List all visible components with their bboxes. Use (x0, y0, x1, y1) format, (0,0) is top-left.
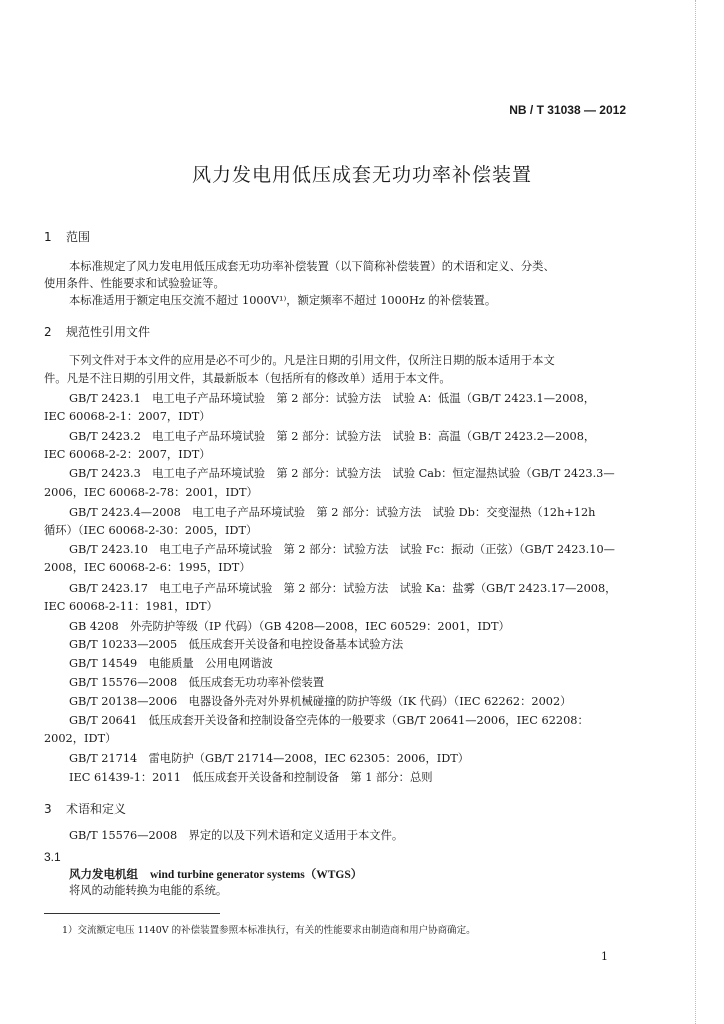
reference-line: GB/T 20138—2006 电器设备外壳对外界机械碰撞的防护等级（IK 代码）（IEC 62262：2002） (69, 695, 572, 708)
reference-line: IEC 61439-1：2011 低压成套开关设备和控制设备 第 1 部分：总则 (69, 771, 433, 784)
footnote-rule (44, 913, 220, 914)
paragraph-line: 件。凡是不注日期的引用文件，其最新版本（包括所有的修改单）适用于本文件。 (44, 372, 451, 385)
reference-line: IEC 60068-2-2：2007，IDT） (44, 448, 211, 461)
reference-line: 2006，IEC 60068-2-78：2001，IDT） (44, 486, 258, 499)
reference-line: GB/T 2423.3 电工电子产品环境试验 第 2 部分：试验方法 试验 Cab：恒定湿热试验（GB/T 2423.3— (69, 467, 615, 480)
reference-line: GB/T 2423.2 电工电子产品环境试验 第 2 部分：试验方法 试验 B：高温（GB/T 2423.2—2008， (69, 430, 596, 443)
section-1-heading (44, 228, 90, 245)
document-title: 风力发电用低压成套无功功率补偿装置 (191, 164, 532, 186)
section-number: 2 (44, 325, 52, 339)
paragraph-line: 本标准适用于额定电压交流不超过 1000V¹⁾，额定频率不超过 1000Hz 的补偿装置。 (69, 294, 497, 307)
reference-line: GB 4208 外壳防护等级（IP 代码）（GB 4208—2008，IEC 60529：2001，IDT） (69, 620, 510, 633)
term-heading (69, 866, 362, 882)
standard-number: NB / T 31038 — 2012 (509, 103, 626, 117)
reference-line: IEC 60068-2-11：1981，IDT） (44, 600, 218, 613)
footnote: 1）交流额定电压 1140V 的补偿装置参照本标准执行，有关的性能要求由制造商和用户协商确定。 (62, 925, 476, 936)
reference-line: IEC 60068-2-1：2007，IDT） (44, 410, 211, 423)
paragraph-line: 本标准规定了风力发电用低压成套无功功率补偿装置（以下简称补偿装置）的术语和定义、分类、 (69, 260, 555, 273)
reference-line: 2002，IDT） (44, 732, 117, 745)
term-english: wind turbine generator systems（WTGS） (150, 869, 363, 881)
paragraph-line: GB/T 15576—2008 界定的以及下列术语和定义适用于本文件。 (69, 829, 404, 842)
paragraph-line: 下列文件对于本文件的应用是必不可少的。凡是注日期的引用文件，仅所注日期的版本适用于本文 (69, 354, 555, 367)
scan-edge (695, 0, 696, 1024)
section-number: 1 (44, 230, 52, 244)
subsection-number: 3.1 (44, 850, 61, 864)
reference-line: GB/T 15576—2008 低压成套无功功率补偿装置 (69, 676, 325, 689)
reference-line: GB/T 2423.4—2008 电工电子产品环境试验 第 2 部分：试验方法 试验 Db：交变湿热（12h+12h (69, 506, 596, 519)
reference-line: 循环）（IEC 60068-2-30：2005，IDT） (44, 524, 258, 537)
reference-line: GB/T 10233—2005 低压成套开关设备和电控设备基本试验方法 (69, 638, 404, 651)
page-number: 1 (601, 950, 608, 963)
paragraph-line: 使用条件、性能要求和试验验证等。 (44, 277, 225, 290)
reference-line: GB/T 2423.17 电工电子产品环境试验 第 2 部分：试验方法 试验 Ka：盐雾（GB/T 2423.17—2008， (69, 582, 617, 595)
section-3-heading (44, 800, 126, 817)
section-2-heading (44, 323, 150, 340)
reference-line: GB/T 14549 电能质量 公用电网谐波 (69, 657, 273, 670)
reference-line: GB/T 2423.10 电工电子产品环境试验 第 2 部分：试验方法 试验 Fc：振动（正弦）（GB/T 2423.10— (69, 543, 615, 556)
term-definition: 将风的动能转换为电能的系统。 (69, 884, 228, 897)
section-number: 3 (44, 802, 52, 816)
reference-line: 2008，IEC 60068-2-6：1995，IDT） (44, 561, 251, 574)
reference-line: GB/T 2423.1 电工电子产品环境试验 第 2 部分：试验方法 试验 A：低温（GB/T 2423.1—2008， (69, 392, 596, 405)
section-title: 范围 (66, 230, 91, 244)
reference-line: GB/T 20641 低压成套开关设备和控制设备空壳体的一般要求（GB/T 20641—2006，IEC 62208： (69, 714, 589, 727)
section-title: 规范性引用文件 (66, 325, 151, 339)
section-title: 术语和定义 (66, 802, 127, 816)
reference-line: GB/T 21714 雷电防护（GB/T 21714—2008，IEC 62305：2006，IDT） (69, 752, 470, 765)
term-chinese: 风力发电机组 (69, 867, 138, 881)
